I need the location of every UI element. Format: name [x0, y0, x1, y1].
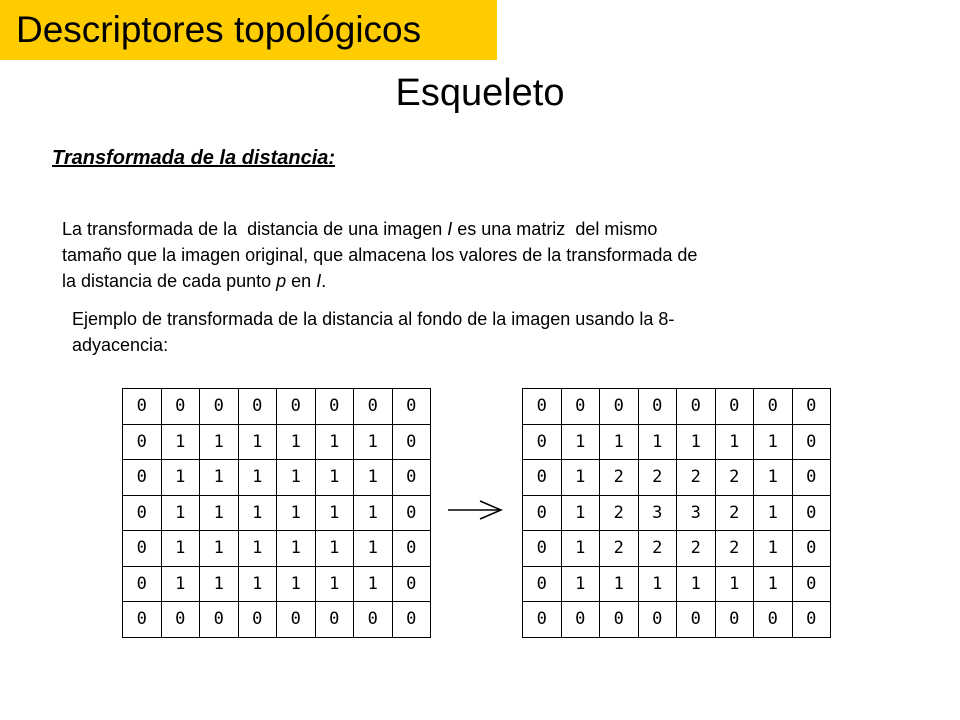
matrix-row — [123, 531, 431, 567]
matrix-cell: 0 — [792, 566, 831, 602]
matrix-cell: 2 — [677, 531, 716, 567]
matrix-cell: 0 — [523, 531, 562, 567]
matrix-cell: 0 — [792, 602, 831, 638]
matrix-cell: 0 — [523, 602, 562, 638]
matrix-cell: 0 — [561, 389, 600, 425]
title-banner — [0, 0, 497, 60]
matrix-row — [123, 424, 431, 460]
matrix-cell: 0 — [523, 460, 562, 496]
matrix-cell: 1 — [638, 424, 677, 460]
matrix-cell: 1 — [161, 460, 200, 496]
matrix-cell: 1 — [354, 424, 393, 460]
matrix-cell: 3 — [638, 495, 677, 531]
matrix-cell: 1 — [600, 424, 639, 460]
matrix-cell: 0 — [392, 424, 431, 460]
arrow-right-icon — [448, 498, 504, 522]
matrix-cell: 1 — [638, 566, 677, 602]
matrix-row — [123, 602, 431, 638]
matrix-cell: 0 — [200, 602, 239, 638]
matrix-row — [523, 389, 831, 425]
matrix-cell: 1 — [600, 566, 639, 602]
matrix-cell: 1 — [754, 566, 793, 602]
matrix-cell: 2 — [600, 531, 639, 567]
binary-image-matrix — [122, 388, 431, 638]
matrix-cell: 1 — [354, 566, 393, 602]
matrix-cell: 1 — [315, 424, 354, 460]
matrix-cell: 1 — [161, 531, 200, 567]
example-line-1: Ejemplo de transformada de la distancia al fondo de la imagen usando la 8- — [72, 309, 675, 329]
matrix-cell: 1 — [315, 531, 354, 567]
matrix-cell: 0 — [754, 602, 793, 638]
matrix-cell: 1 — [677, 424, 716, 460]
matrix-cell: 1 — [200, 495, 239, 531]
matrix-cell: 0 — [638, 602, 677, 638]
matrix-cell: 0 — [123, 566, 162, 602]
matrix-cell: 1 — [277, 424, 316, 460]
matrix-cell: 2 — [677, 460, 716, 496]
section-heading: Transformada de la distancia: — [52, 147, 336, 169]
matrix-cell: 0 — [354, 389, 393, 425]
matrix-cell: 2 — [600, 460, 639, 496]
matrix-cell: 1 — [238, 566, 277, 602]
matrix-cell: 0 — [392, 460, 431, 496]
example-line-2: adyacencia: — [72, 335, 169, 355]
matrix-row — [123, 460, 431, 496]
matrix-cell: 2 — [715, 460, 754, 496]
matrix-cell: 1 — [561, 495, 600, 531]
matrix-cell: 0 — [123, 495, 162, 531]
matrix-cell: 0 — [792, 495, 831, 531]
matrix-cell: 0 — [392, 389, 431, 425]
matrix-cell: 3 — [677, 495, 716, 531]
matrix-cell: 1 — [200, 460, 239, 496]
matrix-cell: 0 — [200, 389, 239, 425]
matrix-cell: 1 — [354, 460, 393, 496]
matrix-cell: 0 — [161, 602, 200, 638]
matrix-cell: 0 — [354, 602, 393, 638]
matrix-cell: 0 — [561, 602, 600, 638]
matrix-cell: 1 — [754, 531, 793, 567]
matrix-cell: 2 — [638, 531, 677, 567]
matrix-cell: 1 — [561, 424, 600, 460]
matrix-cell: 1 — [677, 566, 716, 602]
matrix-cell: 0 — [392, 495, 431, 531]
definition-line-3: la distancia de cada punto p en I. — [62, 271, 327, 291]
distance-transform-matrix — [522, 388, 831, 638]
matrix-cell: 0 — [715, 602, 754, 638]
matrix-cell: 0 — [315, 602, 354, 638]
matrix-cell: 1 — [754, 460, 793, 496]
matrix-cell: 0 — [792, 424, 831, 460]
matrix-cell: 0 — [523, 424, 562, 460]
matrix-cell: 0 — [600, 389, 639, 425]
matrix-cell: 1 — [354, 531, 393, 567]
matrix-cell: 1 — [238, 424, 277, 460]
matrix-cell: 0 — [754, 389, 793, 425]
matrix-cell: 0 — [277, 602, 316, 638]
matrix-cell: 0 — [277, 389, 316, 425]
slide-subtitle: Esqueleto — [395, 72, 565, 114]
matrix-cell: 0 — [392, 531, 431, 567]
matrix-cell: 1 — [315, 460, 354, 496]
matrix-cell: 0 — [123, 531, 162, 567]
matrix-cell: 0 — [161, 389, 200, 425]
matrix-cell: 2 — [600, 495, 639, 531]
matrix-cell: 1 — [561, 531, 600, 567]
matrix-cell: 1 — [161, 566, 200, 602]
matrix-cell: 2 — [715, 531, 754, 567]
matrix-cell: 0 — [238, 389, 277, 425]
example-paragraph — [72, 306, 922, 358]
matrix-row — [523, 424, 831, 460]
matrix-cell: 0 — [792, 460, 831, 496]
definition-line-2: tamaño que la imagen original, que almacena los valores de la transformada de — [62, 245, 698, 265]
matrix-cell: 0 — [523, 389, 562, 425]
matrix-cell: 1 — [315, 566, 354, 602]
matrix-cell: 1 — [715, 566, 754, 602]
matrix-cell: 1 — [277, 495, 316, 531]
matrix-row — [123, 495, 431, 531]
matrix-row — [523, 566, 831, 602]
matrix-cell: 0 — [523, 566, 562, 602]
matrix-cell: 0 — [715, 389, 754, 425]
matrix-cell: 1 — [200, 424, 239, 460]
matrix-cell: 0 — [792, 531, 831, 567]
matrix-cell: 2 — [638, 460, 677, 496]
matrix-cell: 0 — [792, 389, 831, 425]
matrix-cell: 0 — [123, 460, 162, 496]
matrix-cell: 0 — [600, 602, 639, 638]
matrix-cell: 1 — [161, 424, 200, 460]
matrix-cell: 1 — [561, 566, 600, 602]
matrix-row — [123, 566, 431, 602]
matrix-cell: 1 — [200, 531, 239, 567]
matrix-cell: 1 — [200, 566, 239, 602]
matrix-cell: 0 — [392, 602, 431, 638]
matrix-cell: 0 — [392, 566, 431, 602]
definition-line-1: La transformada de la distancia de una imagen I es una matriz del mismo — [62, 219, 658, 239]
matrix-cell: 1 — [277, 531, 316, 567]
matrix-cell: 0 — [123, 424, 162, 460]
matrix-row — [523, 602, 831, 638]
matrix-cell: 0 — [523, 495, 562, 531]
slide-title: Descriptores topológicos — [16, 9, 422, 50]
matrix-cell: 0 — [677, 602, 716, 638]
matrix-cell: 1 — [561, 460, 600, 496]
matrix-cell: 0 — [315, 389, 354, 425]
matrix-cell: 1 — [754, 495, 793, 531]
matrix-cell: 1 — [238, 531, 277, 567]
matrix-cell: 0 — [677, 389, 716, 425]
matrix-cell: 1 — [238, 460, 277, 496]
matrix-cell: 0 — [638, 389, 677, 425]
matrix-row — [523, 460, 831, 496]
matrix-cell: 1 — [715, 424, 754, 460]
matrix-cell: 1 — [315, 495, 354, 531]
matrix-row — [523, 531, 831, 567]
matrix-cell: 2 — [715, 495, 754, 531]
matrix-row — [123, 389, 431, 425]
matrix-row — [523, 495, 831, 531]
matrix-cell: 1 — [277, 460, 316, 496]
definition-paragraph — [62, 216, 922, 294]
matrix-cell: 1 — [161, 495, 200, 531]
matrix-cell: 1 — [754, 424, 793, 460]
matrix-cell: 1 — [354, 495, 393, 531]
matrix-cell: 1 — [238, 495, 277, 531]
matrix-cell: 1 — [277, 566, 316, 602]
matrix-cell: 0 — [238, 602, 277, 638]
matrix-cell: 0 — [123, 602, 162, 638]
matrix-cell: 0 — [123, 389, 162, 425]
